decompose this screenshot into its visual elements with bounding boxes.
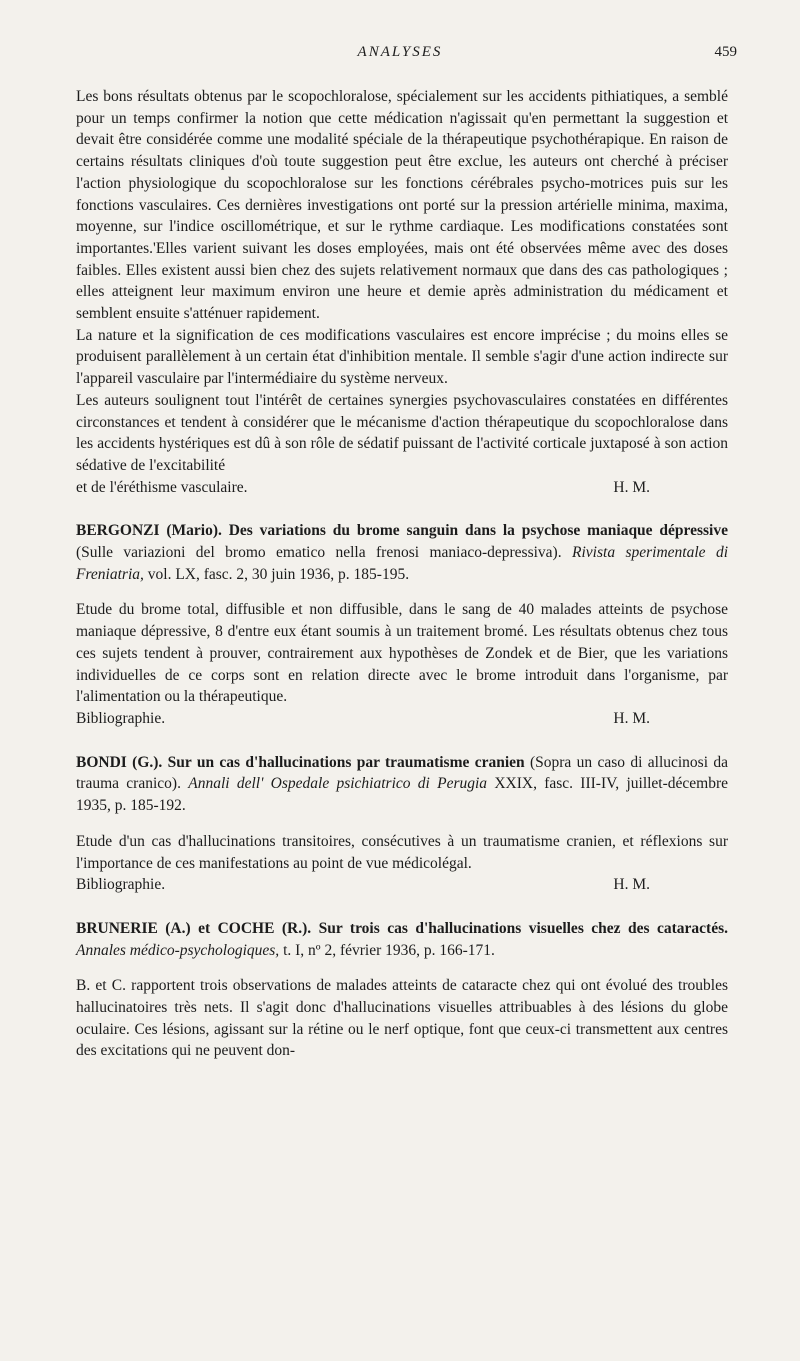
entry-title: Des variations du brome sanguin dans la psychose maniaque dépressive (228, 522, 728, 540)
entry-journal: Rivista sperimentale di Freniatria, (76, 544, 729, 583)
entry-original-title: (Sopra un caso di allucinosi da trauma cranico). (76, 753, 728, 793)
page-number: 459 (714, 44, 737, 60)
entry-signature-line (76, 874, 728, 896)
entry-brunerie-coche (76, 918, 728, 1062)
entry-bibliography: Bibliographie. (76, 876, 166, 894)
entry-signature-line (76, 708, 728, 730)
entry-reference: vol. LX, fasc. 2, 30 juin 1936, p. 185-195. (147, 565, 410, 583)
entry-citation (76, 918, 728, 961)
entry-summary: Etude du brome total, diffusible et non diffusible, dans le sang de 40 malades atteints de psychose maniaque dépressive, 8 d'entre eux étant soumis à un traitement bromé. Les résultats obtenus chez tous ces sujets tendent à prouver, contrairement aux hypothèses de Zondek et de Bier, que les variations individuelles de ce corps sont en relation directe avec le brome introduit dans l'organisme, par l'alimentation ou la thérapeutique. (76, 601, 728, 706)
entry-reference: XXIX, fasc. III-IV, juillet-décembre 1935, p. 185-192. (76, 775, 729, 815)
entry-signature: H. M. (613, 876, 650, 894)
running-title: ANALYSES (357, 44, 443, 60)
entry-title: Sur trois cas d'hallucinations visuelles chez des cataractés. (318, 919, 728, 937)
body-text (76, 86, 728, 1062)
entry-title: Sur un cas d'hallucinations par traumatisme cranien (167, 753, 525, 771)
intro-signature-line (76, 477, 728, 499)
entry-journal: Annales médico-psychologiques, (76, 941, 280, 959)
entry-citation (76, 752, 728, 817)
entry-summary: Etude d'un cas d'hallucinations transitoires, consécutives à un traumatisme cranien, et réflexions sur l'importance de ces manifestations au point de vue médicolégal. (76, 832, 728, 872)
entry-bibliography: Bibliographie. (76, 709, 166, 727)
intro-paragraph-3-end: et de l'éréthisme vasculaire. (76, 478, 248, 496)
entry-bergonzi (76, 520, 728, 729)
entry-author: BERGONZI (Mario). (76, 522, 222, 540)
entry-original-title: (Sulle variazioni del bromo ematico nella frenosi maniaco-depressiva). (76, 544, 562, 562)
entry-signature: H. M. (613, 709, 650, 727)
entry-bondi (76, 752, 728, 896)
running-head (0, 44, 800, 70)
entry-reference: t. I, nº 2, février 1936, p. 166-171. (283, 941, 495, 959)
entry-journal: Annali dell' Ospedale psichiatrico di Perugia (188, 775, 488, 793)
entry-citation (76, 520, 728, 585)
entry-summary: B. et C. rapportent trois observations de malades atteints de cataracte chez qui ont évolué des troubles hallucinatoires très nets. Il s'agit donc d'hallucinations visuelles attribuables à des lésions du globe oculaire. Ces lésions, agissant sur la rétine ou le nerf optique, font que ceux-ci transmettent aux centres des excitations qui ne peuvent don- (76, 977, 728, 1060)
intro-signature: H. M. (613, 478, 650, 496)
entry-author: BONDI (G.). (76, 753, 163, 771)
intro-paragraph-3: Les auteurs soulignent tout l'intérêt de certaines synergies psychovasculaires constatées en différentes circonstances et tendent à considérer que le mécanisme d'action thérapeutique du scopochloralose dans les accidents hystériques est dû à son rôle de sédatif puissant de l'activité corticale juxtaposé à son action sédative de l'excitabilité (76, 391, 728, 474)
intro-paragraph-2: La nature et la signification de ces modifications vasculaires est encore imprécise ; du moins elles se produisent parallèlement à un certain état d'inhibition mentale. Il semble s'agir d'une action indirecte sur l'appareil vasculaire par l'intermédiaire du système nerveux. (76, 326, 728, 388)
intro-paragraph-1: Les bons résultats obtenus par le scopochloralose, spécialement sur les accidents pithiatiques, a semblé pour un temps confirmer la notion que cette médication n'agissait qu'en permettant la suggestion et devait être considérée comme une modalité spéciale de la thérapeutique psychothérapique. En raison de certains résultats cliniques d'où toute suggestion peut être exclue, les auteurs ont cherché à préciser l'action physiologique du scopochloralose sur les fonctions cérébrales psycho-motrices puis sur les fonctions vasculaires. Ces dernières investigations ont porté sur la pression artérielle minima, maxima, moyenne, sur l'indice oscillométrique, et sur le rythme cardiaque. Les modifications constatées sont importantes.'Elles varient suivant les doses employées, mais ont été observées même avec des doses faibles. Elles existent aussi bien chez des sujets relativement normaux que dans des cas pathologiques ; elles atteignent leur maximum environ une heure et demie après administration du médicament et semblent ensuite s'atténuer rapidement. (76, 88, 728, 323)
entry-author: BRUNERIE (A.) et COCHE (R.). (76, 919, 312, 937)
